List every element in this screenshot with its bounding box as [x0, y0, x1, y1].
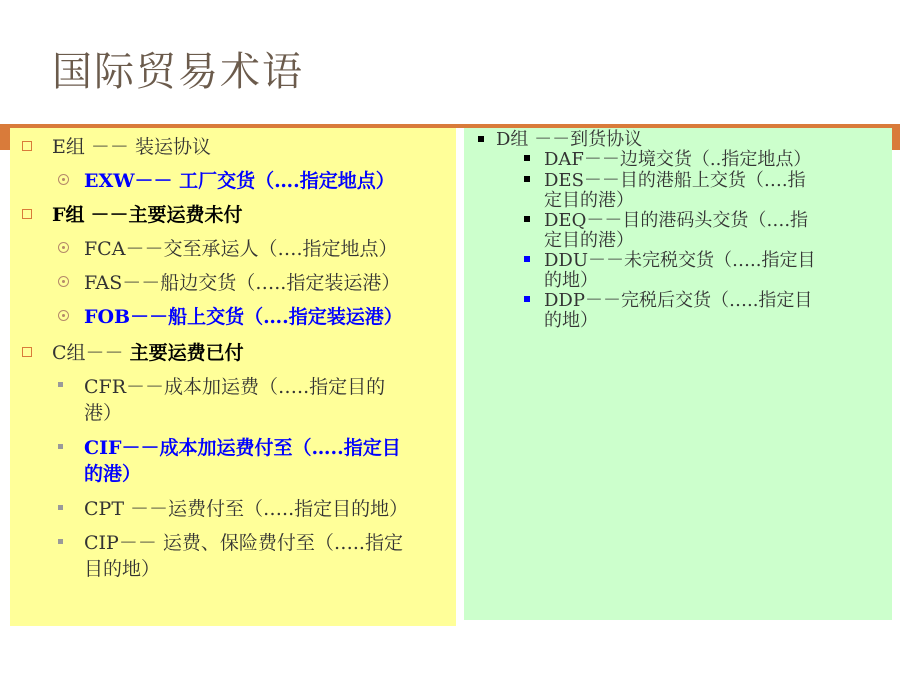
cif-item-line2: 的港） [84, 463, 142, 485]
ddp-item-line2: 的地） [544, 310, 598, 331]
cip-item-line1: CIP－－ 运费、保险费付至（…..指定 [84, 532, 403, 554]
exw-item: EXW－－ 工厂交货（….指定地点） [84, 170, 395, 192]
small-square-bullet-icon [58, 505, 63, 510]
c-group-label: C组－－ [52, 342, 124, 364]
square-bullet-icon [524, 155, 530, 161]
des-item-line1: DES－－目的港船上交货（….指 [544, 170, 806, 191]
square-bullet-icon [22, 209, 32, 219]
d-group-item: D组 －－到货协议 [496, 129, 643, 150]
daf-item: DAF－－边境交货（..指定地点） [544, 149, 812, 170]
right-accent-tab [892, 124, 900, 150]
square-bullet-icon [524, 176, 530, 182]
small-square-bullet-icon [58, 444, 63, 449]
square-bullet-icon [22, 347, 32, 357]
f-group-desc: －－主要运费未付 [90, 204, 243, 226]
cpt-item: CPT －－运费付至（…..指定目的地） [84, 498, 409, 520]
c-group-desc: 主要运费已付 [129, 342, 244, 364]
small-square-bullet-icon [58, 382, 63, 387]
right-panel-green [464, 128, 892, 620]
slide-title: 国际贸易术语 [52, 49, 304, 95]
square-bullet-icon [524, 216, 530, 222]
c-group-item [52, 340, 244, 366]
cip-item-line2: 目的地） [84, 558, 161, 580]
fca-item: FCA－－交至承运人（….指定地点） [84, 238, 398, 260]
deq-item-line1: DEQ－－目的港码头交货（….指 [544, 210, 809, 231]
ddu-item-line2: 的地） [544, 270, 598, 291]
square-bullet-icon [524, 256, 530, 262]
f-group-item [52, 202, 243, 228]
ddu-item-line1: DDU－－未完税交货（…..指定目 [544, 250, 816, 271]
circle-bullet-icon [58, 174, 69, 185]
cfr-item-line2: 港） [84, 402, 123, 424]
left-accent-tab [0, 124, 10, 150]
f-group-label: F组 [52, 204, 85, 226]
e-group-item: E组 －－ 装运协议 [52, 136, 211, 158]
square-bullet-icon [478, 136, 484, 142]
square-bullet-icon [22, 141, 32, 151]
circle-bullet-icon [58, 276, 69, 287]
circle-bullet-icon [58, 310, 69, 321]
ddp-item-line1: DDP－－完税后交货（…..指定目 [544, 290, 813, 311]
des-item-line2: 定目的港） [544, 190, 634, 211]
small-square-bullet-icon [58, 539, 63, 544]
cfr-item-line1: CFR－－成本加运费（…..指定目的 [84, 376, 386, 398]
fas-item: FAS－－船边交货（…..指定装运港） [84, 272, 401, 294]
deq-item-line2: 定目的港） [544, 230, 634, 251]
square-bullet-icon [524, 296, 530, 302]
fob-item: FOB－－船上交货（….指定装运港） [84, 306, 403, 328]
circle-bullet-icon [58, 242, 69, 253]
cif-item-line1: CIF－－成本加运费付至（…..指定目 [84, 437, 401, 459]
